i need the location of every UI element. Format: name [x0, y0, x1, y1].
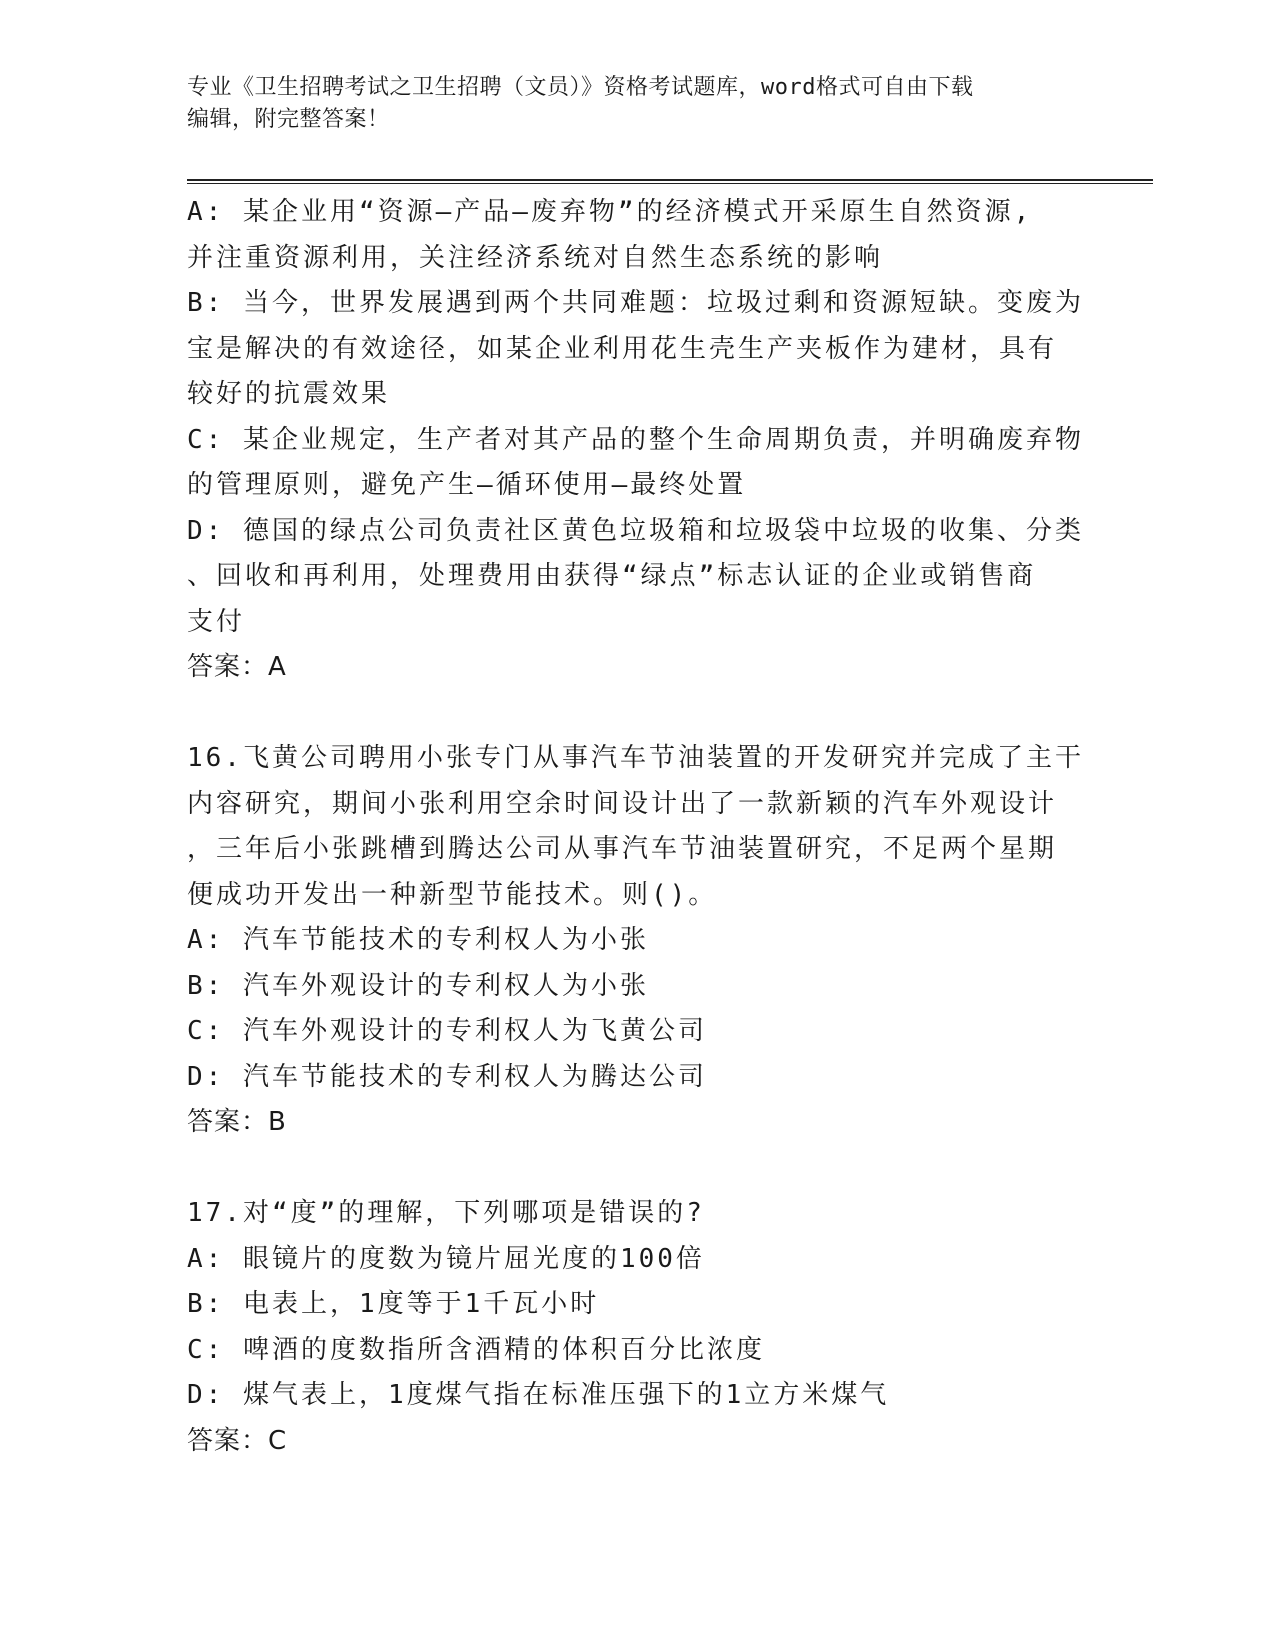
q15-option-a-line-1: A: 某企业用“资源—产品—废弃物”的经济模式开采原生自然资源,: [187, 197, 1033, 227]
q16-stem-line-2: 内容研究，期间小张利用空余时间设计出了一款新颖的汽车外观设计: [187, 788, 1058, 819]
q15-option-a-line-2: 并注重资源利用，关注经济系统对自然生态系统的影响: [187, 242, 884, 273]
q16-stem-line-4: 便成功开发出一种新型节能技术。则()。: [187, 879, 718, 910]
q15-option-d-line-3: 支付: [187, 606, 246, 637]
header-rule-thin: [187, 183, 1153, 184]
question-content: [187, 190, 1087, 1464]
q16-stem-line-1: 16.飞黄公司聘用小张专门从事汽车节油装置的开发研究并完成了主干: [187, 743, 1084, 773]
question-16: [187, 736, 1087, 1146]
q15-option-d-line-1: D: 德国的绿点公司负责社区黄色垃圾箱和垃圾袋中垃圾的收集、分类: [187, 515, 1084, 546]
q15-option-d-line-2: 、回收和再利用，处理费用由获得“绿点”标志认证的企业或销售商: [187, 561, 1037, 591]
q15-option-c-line-1: C: 某企业规定，生产者对其产品的整个生命周期负责，并明确废弃物: [187, 424, 1084, 455]
q15-option-c-line-2: 的管理原则，避免产生—循环使用—最终处置: [187, 470, 747, 500]
q15-option-b-line-3: 较好的抗震效果: [187, 379, 391, 409]
q15-option-b-line-1: B: 当今，世界发展遇到两个共同难题：垃圾过剩和资源短缺。变废为: [187, 288, 1084, 318]
q17-option-a: A: 眼镜片的度数为镜片屈光度的100倍: [187, 1243, 705, 1274]
q16-option-d: D: 汽车节能技术的专利权人为腾达公司: [187, 1061, 707, 1092]
q16-option-c: C: 汽车外观设计的专利权人为飞黄公司: [187, 1016, 707, 1046]
spacer: [187, 691, 1087, 737]
q17-option-c: C: 啤酒的度数指所含酒精的体积百分比浓度: [187, 1334, 765, 1365]
q17-answer: 答案：C: [187, 1425, 288, 1456]
question-15: [187, 190, 1087, 691]
header-rule-thick: [187, 179, 1153, 181]
q17-option-d: D: 煤气表上，1度煤气指在标准压强下的1立方米煤气: [187, 1380, 890, 1410]
header-line-2: 编辑，附完整答案！: [187, 107, 390, 132]
header-line-1: 专业《卫生招聘考试之卫生招聘（文员）》资格考试题库，word格式可自由下载: [187, 75, 974, 100]
document-header: [187, 72, 1067, 136]
q16-option-b: B: 汽车外观设计的专利权人为小张: [187, 970, 649, 1001]
spacer: [187, 1146, 1087, 1192]
q15-answer: 答案：A: [187, 652, 287, 682]
q16-stem-line-3: ，三年后小张跳槽到腾达公司从事汽车节油装置研究，不足两个星期: [187, 834, 1058, 864]
q16-option-a: A: 汽车节能技术的专利权人为小张: [187, 925, 649, 955]
q15-option-b-line-2: 宝是解决的有效途径，如某企业利用花生壳生产夹板作为建材，具有: [187, 333, 1058, 364]
question-17: [187, 1191, 1087, 1464]
q17-stem: 17.对“度”的理解，下列哪项是错误的?: [187, 1198, 705, 1228]
q16-answer: 答案：B: [187, 1107, 287, 1137]
q17-option-b: B: 电表上，1度等于1千瓦小时: [187, 1289, 600, 1319]
